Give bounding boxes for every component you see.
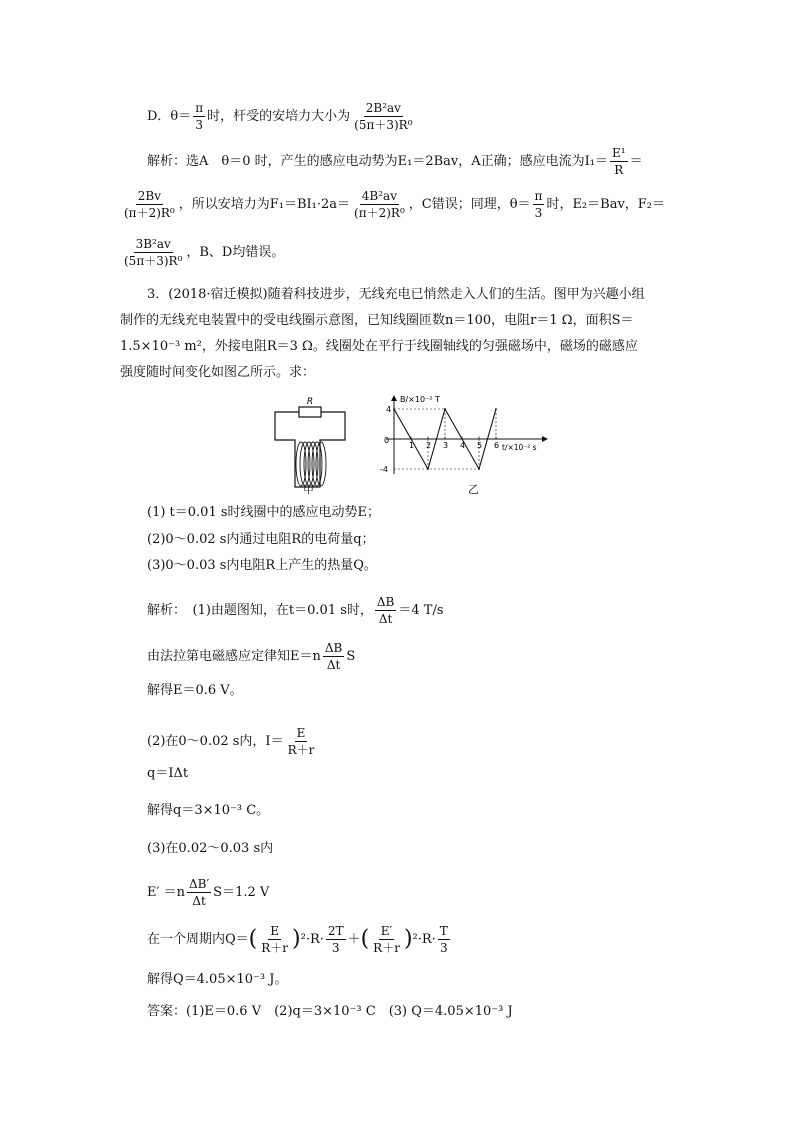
figure-label-left: 甲 (303, 483, 314, 496)
fraction: $\frac{E'}{R+r}$ (373, 924, 400, 955)
fraction: $\frac{2Bv}{\text{(π＋2)R⁰}}$ (124, 189, 175, 220)
solution-line-5: q＝IΔt (147, 766, 189, 781)
fraction: $\frac{\pi}{3}$ (195, 101, 204, 132)
answer-line: 答案：(1)E＝0.6 V (2)q＝3×10⁻³ C (3) Q＝4.05×10⁻³ J (147, 1004, 513, 1019)
option-d: D．θ＝ $\frac{\pi}{3}$ 时，杆受的安培力大小为 $\frac{\text{2B²av}}{\text{(5π＋3)R⁰}}$ (147, 101, 413, 132)
y-axis-arrow (391, 395, 397, 401)
fraction: $\frac{E}{R+r}$ (287, 726, 315, 757)
analysis-line-3: $\frac{\text{3B²av}}{\text{(5π＋3)R⁰}}$ ，B、D均错误。 (124, 237, 285, 268)
question-3-line-1: 3．(2018·宿迁模拟)随着科技进步，无线充电已悄然走入人们的生活。图甲为兴趣小组 (147, 287, 645, 302)
y-tick-label--4: -4 (380, 465, 388, 474)
question-3-line-2: 制作的无线充电装置中的受电线圈示意图，已知线圈匝数n＝100，电阻r＝1 Ω，面积S＝ (120, 313, 634, 328)
fraction: $\frac{\text{E¹}}{R}$ (611, 146, 626, 177)
b-point-1 (427, 468, 429, 470)
fraction: $\frac{\text{2B²av}}{\text{(5π＋3)R⁰}}$ (354, 101, 413, 132)
solution-line-2: 由法拉第电磁感应定律知E＝n $\frac{\Delta B}{\Delta t}$ S (147, 641, 356, 672)
solution-line-4: (2)在0～0.02 s内，I＝ $\frac{E}{R+r}$ (147, 726, 315, 757)
fraction: $\frac{\Delta B'}{\Delta t}$ (188, 877, 210, 908)
analysis-line-2: $\frac{2Bv}{\text{(π＋2)R⁰}}$ ，所以安培力为F₁＝BI₁·2a＝ $\frac{\text{4B²av}}{\text{(π＋2)R⁰}}$ ，C错误；同理，θ＝ $\frac{\pi}{3}$ 时，E₂＝Bav，F₂＝ (124, 189, 666, 220)
b-point-4 (495, 408, 497, 410)
fraction: $\frac{\pi}{3}$ (534, 189, 543, 220)
x-axis-label: t/×10⁻² s (502, 443, 537, 452)
solution-line-8: E′ ＝n $\frac{\Delta B'}{\Delta t}$ S＝1.2 V (147, 877, 270, 908)
solution-line-10: 解得Q＝4.05×10⁻³ J。 (147, 972, 288, 987)
resistor-symbol (299, 407, 321, 417)
analysis-line-1: 解析：选A θ＝0 时，产生的感应电动势为E₁＝2Bav，A正确；感应电流为I₁＝ $\frac{\text{E¹}}{R}$ ＝ (147, 146, 643, 177)
solution-line-7: (3)在0.02～0.03 s内 (147, 841, 274, 856)
sub-question-3: (3)0～0.03 s内电阻R上产生的热量Q。 (147, 558, 377, 573)
b-point-3 (478, 468, 480, 470)
x-tick-label-3: 3 (443, 441, 449, 450)
x-axis-arrow (542, 436, 548, 442)
b-t-chart (364, 392, 554, 482)
y-axis-label: B/×10⁻² T (400, 395, 440, 404)
x-tick-label-1: 1 (409, 441, 415, 450)
b-point-2 (444, 408, 446, 410)
fraction: $\frac{E}{R+r}$ (261, 924, 289, 955)
fraction: $\frac{\Delta B}{\Delta t}$ (376, 595, 395, 626)
sub-question-1: (1) t＝0.01 s时线圈中的感应电动势E； (147, 505, 381, 520)
fraction: $\frac{\text{3B²av}}{\text{(5π＋3)R⁰}}$ (124, 237, 183, 268)
fraction: $\frac{T}{3}$ (439, 924, 448, 955)
question-3-line-4: 强度随时间变化如图乙所示。求： (120, 365, 316, 380)
solution-line-3: 解得E＝0.6 V。 (147, 683, 243, 698)
solution-line-9: 在一个周期内Q＝( $\frac{E}{R+r}$ )²·R· $\frac{2T}{3}$ ＋( $\frac{E'}{R+r}$ )²·R· $\frac{T}{3}$ (147, 924, 448, 955)
solution-line-6: 解得q＝3×10⁻³ C。 (147, 803, 270, 818)
x-tick-label-4: 4 (460, 441, 466, 450)
figure-label-right: 乙 (468, 483, 479, 496)
fraction: $\frac{\text{4B²av}}{\text{(π＋2)R⁰}}$ (354, 189, 405, 220)
fraction: $\frac{\Delta B}{\Delta t}$ (324, 641, 343, 672)
x-tick-label-5: 5 (477, 441, 483, 450)
fraction: $\frac{2T}{3}$ (327, 924, 344, 955)
x-tick-label-2: 2 (426, 441, 432, 450)
resistor-label: R (306, 397, 314, 407)
b-point-0 (393, 408, 395, 410)
sub-question-2: (2)0～0.02 s内通过电阻R的电荷量q； (147, 532, 375, 547)
solution-line-1: 解析： (1)由题图知，在t＝0.01 s时， $\frac{\Delta B}{\Delta t}$ ＝4 T/s (147, 595, 444, 626)
x-tick-label-6: 6 (494, 441, 500, 450)
origin-label: 0 (384, 436, 390, 445)
question-3-line-3: 1.5×10⁻³ m²，外接电阻R＝3 Ω。线圈处在平行于线圈轴线的匀强磁场中，磁场的磁感应 (120, 339, 638, 354)
y-tick-label-4: 4 (386, 405, 392, 414)
